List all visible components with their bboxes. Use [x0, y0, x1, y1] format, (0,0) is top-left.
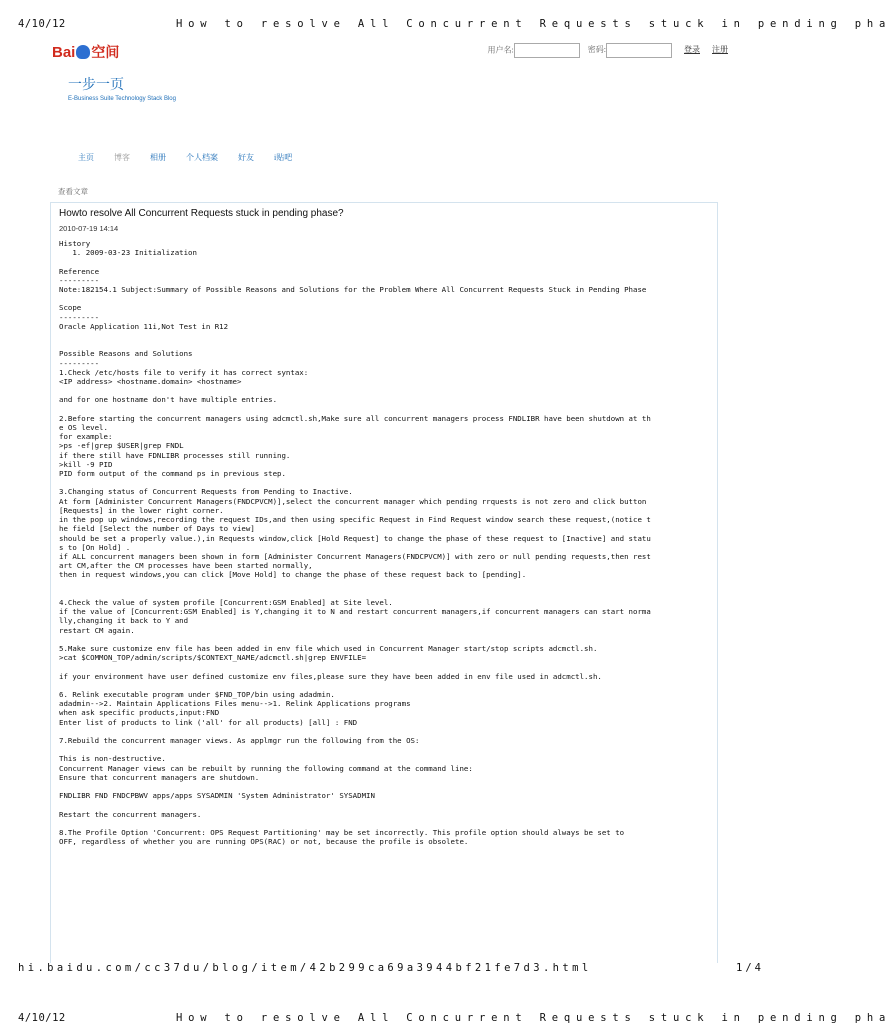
blog-title[interactable]: 一步一页: [68, 78, 124, 93]
article-panel: [50, 202, 718, 963]
nav-item-tieba[interactable]: i贴吧: [274, 153, 293, 162]
paw-icon: [76, 45, 90, 59]
nav-item-home[interactable]: 主页: [78, 153, 94, 162]
nav-item-blog[interactable]: 博客: [114, 153, 130, 162]
nav-item-album[interactable]: 相册: [150, 153, 166, 162]
login-form: [488, 43, 728, 58]
blog-subtitle: E-Business Suite Technology Stack Blog: [68, 96, 176, 102]
print-header: [0, 18, 891, 32]
nav-item-profile[interactable]: 个人档案: [186, 153, 218, 162]
article-date: 2010-07-19 14:14: [59, 224, 119, 233]
logo-suffix: 空间: [91, 44, 120, 60]
print-url: hi.baidu.com/cc37du/blog/item/42b299ca69a3944bf21fe7d3.html: [18, 962, 592, 974]
site-topbar: [0, 40, 768, 66]
print-header-next-page: [0, 1012, 891, 1026]
print-page-number: 1/4: [736, 962, 764, 974]
print-title-next: How to resolve All Concurrent Requests stuck in pending pha: [176, 1012, 891, 1024]
login-link[interactable]: 登录: [684, 45, 700, 55]
password-label: 密码:: [587, 45, 606, 55]
password-input[interactable]: [606, 43, 672, 58]
print-footer: [0, 962, 768, 976]
print-date-next: 4/10/12: [18, 1012, 66, 1024]
logo-prefix: Bai: [52, 44, 76, 61]
baidu-logo[interactable]: [52, 42, 119, 62]
username-label: 用户名:: [487, 45, 514, 55]
username-input[interactable]: [514, 43, 580, 58]
article-body: History 1. 2009-03-23 Initialization Reference --------- Note:182154.1 Subject:Summary of Possible Reasons and Solutions for the Problem Where All Concurrent Requests Stuck in Pending Phase Scope --------- Oracle Application 11i,Not Test in R12 Possible Reasons and Solutions --------- 1.Check /etc/hosts file to verify it has correct syntax: <IP address> <hostname.domain> <hostname> and for one hostname don't have multiple entries. 2.Before starting the concurrent managers using adcmctl.sh,Make sure all concurrent managers process FNDLIBR have been shutdown at th e OS level. for example: >ps -ef|grep $USER|grep FNDL if there still have FDNLIBR processes still running. >kill -9 PID PID form output of the command ps in previous step. 3.Changing status of Concurrent Requests from Pending to Inactive. At form [Administer Concurrent Managers(FNDCPVCM)],select the concurrent manager which pending rrquests is not zero and click button [Requests] in the lower right corner. in the pop up windows,recording the request IDs,and then using specific Request in Find Request window search these request,(notice t he field [Select the number of Days to view] should be set a properly value.),in Requests window,click [Hold Request] to change the phase of these request to [Inactive] and statu s to [On Hold] . if ALL concurrent managers been shown in form [Administer Concurrent Managers(FNDCPVCM)] with zero or null pending requests,then rest art CM,after the CM processes have been started normally, then in request windows,you can click [Move Hold] to change the phase of these request back to [pending]. 4.Check the value of system profile [Concurrent:GSM Enabled] at Site level. if the value of [Concurrent:GSM Enabled] is Y,changing it to N and restart concurrent managers,if concurrent managers can start norma lly,changing it back to Y and restart CM again. 5.Make sure customize env file has been added in env file which used in Concurrent Manager start/stop scripts adcmctl.sh. >cat $COMMON_TOP/admin/scripts/$CONTEXT_NAME/adcmctl.sh|grep ENVFILE= if your environment have user defined customize env files,please sure they have been added in env file used in adcmctl.sh. 6. Relink executable program under $FND_TOP/bin using adadmin. adadmin-->2. Maintain Applications Files menu-->1. Relink Applications programs when ask specific products,input:FND Enter list of products to link ('all' for all products) [all] : FND 7.Rebuild the concurrent manager views. As applmgr run the following from the OS: This is non-destructive. Concurrent Manager views can be rebuilt by running the following command at the command line: Ensure that concurrent managers are shutdown. FNDLIBR FND FNDCPBWV apps/apps SYSADMIN 'System Administrator' SYSADMIN Restart the concurrent managers. 8.The Profile Option 'Concurrent: OPS Request Partitioning' may be set incorrectly. This profile option should always be set to OFF, regardless of whether you are running OPS(RAC) or not, because the profile is obsolete.: [59, 239, 651, 847]
blog-nav: [78, 152, 310, 163]
print-title: How to resolve All Concurrent Requests stuck in pending pha: [176, 18, 891, 30]
register-link[interactable]: 注册: [712, 45, 728, 55]
print-date: 4/10/12: [18, 18, 66, 30]
nav-item-friends[interactable]: 好友: [238, 153, 254, 162]
breadcrumb: 查看文章: [58, 187, 88, 196]
article-title: Howto resolve All Concurrent Requests stuck in pending phase?: [59, 208, 344, 219]
